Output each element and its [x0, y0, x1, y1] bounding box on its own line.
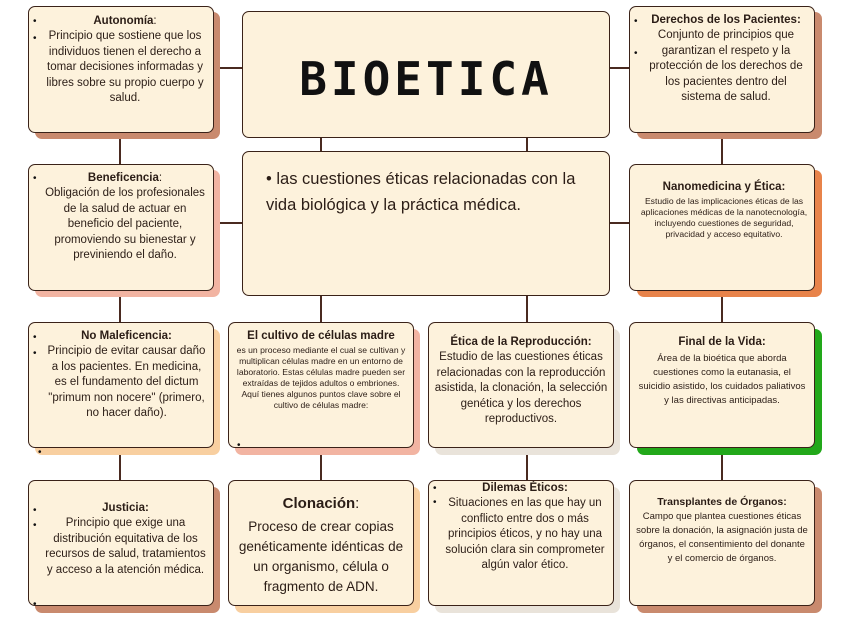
- bullet-marker: •: [38, 447, 42, 458]
- node-text: Principio que exige una distribución equitativa de los recursos de salud, tratamientos y acceso a la atención médica.: [45, 517, 206, 576]
- node-title: Ética de la Reproducción:: [450, 336, 592, 348]
- node-cultivo-celulas-madre[interactable]: [228, 322, 414, 448]
- center-description-box[interactable]: [242, 151, 610, 296]
- node-final-vida[interactable]: [629, 322, 815, 448]
- bullet-marker: •: [33, 505, 37, 516]
- node-no-maleficencia[interactable]: [28, 322, 214, 448]
- node-text: es un proceso mediante el cual se cultivan y multiplican células madre en un entorno de laboratorio. Estas células madre pueden ser extraídas de tejidos adultos o embriones. Aquí tienes algunos puntos clave sobre el cultivo de células madre:: [236, 345, 406, 410]
- node-text: Principio que sostiene que los individuos tienen el derecho a tomar decisiones informadas y libres sobre su propio cuerpo y salud.: [46, 30, 204, 104]
- node-title: Derechos de los Pacientes:: [651, 14, 801, 26]
- node-text: Situaciones en las que hay un conflicto entre dos o más principios éticos, y no hay una solución clara sin comprometer algún valor ético.: [445, 497, 605, 571]
- node-title: Transplantes de Órganos:: [657, 496, 787, 508]
- node-text: Principio de evitar causar daño a los pacientes. En medicina, es el fundamento del dictum "primum non nocere" (primero, no hacer daño).: [47, 345, 206, 419]
- node-beneficencia[interactable]: [28, 164, 214, 291]
- bullet-marker: •: [33, 16, 37, 27]
- node-etica-reproduccion[interactable]: [428, 322, 614, 448]
- node-transplantes-organos[interactable]: [629, 480, 815, 606]
- node-text: Proceso de crear copias genéticamente idénticas de un organismo, célula o fragmento de ADN.: [238, 519, 404, 594]
- node-title: Autonomía: [93, 15, 154, 27]
- bullet-marker: •: [433, 483, 437, 494]
- node-clonacion[interactable]: [228, 480, 414, 606]
- bullet-marker: •: [33, 520, 37, 531]
- desc-text: las cuestiones éticas relacionadas con la vida biológica y la práctica médica.: [266, 170, 576, 214]
- bullet-marker: •: [634, 16, 638, 27]
- node-title: El cultivo de células madre: [247, 330, 395, 342]
- node-text: Estudio de las implicaciones éticas de las aplicaciones médicas de la nanotecnología, incluyendo cuestiones de seguridad, privacidad y acceso equitativo.: [640, 196, 808, 239]
- node-text: Área de la bioética que aborda cuestiones como la eutanasia, el suicidio asistido, los cuidados paliativos y las directivas anticipadas.: [638, 353, 806, 406]
- bullet-marker: •: [33, 33, 37, 44]
- node-justicia[interactable]: [28, 480, 214, 606]
- node-autonomia[interactable]: [28, 6, 214, 133]
- bullet-marker: •: [33, 173, 37, 184]
- bullet-marker: •: [433, 497, 437, 508]
- title-colon: :: [153, 15, 157, 27]
- connector-line: [526, 296, 528, 322]
- node-title: Justicia:: [102, 502, 149, 514]
- connector-line: [609, 222, 630, 224]
- node-text: Obligación de los profesionales de la salud de actuar en beneficio del paciente, promoviendo su bienestar y previniendo el daño.: [45, 187, 205, 261]
- connector-line: [320, 138, 322, 152]
- connector-line: [609, 67, 630, 69]
- bullet-marker: •: [33, 599, 37, 606]
- node-title: Dilemas Éticos:: [482, 482, 568, 494]
- connector-line: [320, 296, 322, 322]
- node-nanomedicina[interactable]: [629, 164, 815, 291]
- title-colon: :: [158, 172, 163, 184]
- bullet-marker: •: [33, 348, 37, 359]
- node-derechos-pacientes[interactable]: [629, 6, 815, 133]
- bullet-marker: •: [237, 440, 241, 448]
- node-text: Conjunto de principios que garantizan el respeto y la protección de los derechos de los pacientes dentro del sistema de salud.: [649, 29, 803, 103]
- bullet-marker: •: [33, 332, 37, 343]
- node-title: Nanomedicina y Ética:: [662, 181, 786, 193]
- center-title-box[interactable]: [242, 11, 610, 138]
- node-text: Estudio de las cuestiones éticas relacionadas con la reproducción asistida, la clonación, la selección genética y los derechos reproductivos.: [434, 351, 608, 425]
- title-colon: :: [355, 495, 360, 512]
- node-text: Campo que plantea cuestiones éticas sobre la donación, la asignación justa de órganos, el consentimiento del donante y el comercio de órganos.: [636, 511, 808, 564]
- connector-line: [526, 138, 528, 152]
- main-title: BIOETICA: [299, 52, 553, 106]
- bullet-marker: •: [634, 48, 638, 59]
- node-title-row: [231, 494, 411, 514]
- node-title: No Maleficencia:: [81, 330, 172, 342]
- node-title: Final de la Vida:: [678, 336, 766, 348]
- node-dilemas-eticos[interactable]: [428, 480, 614, 606]
- desc-bullet: •: [266, 170, 272, 188]
- center-description: [266, 166, 593, 218]
- node-title: Clonación: [282, 495, 356, 512]
- node-title: Beneficencia: [87, 172, 159, 184]
